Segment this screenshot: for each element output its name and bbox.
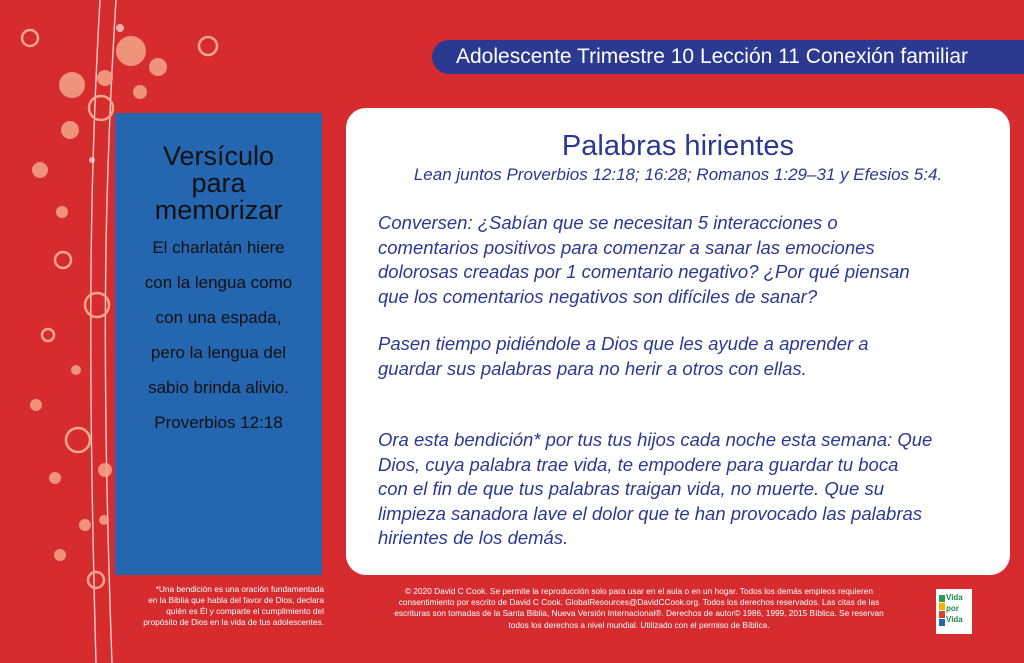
vida-por-vida-logo-icon <box>936 589 972 634</box>
memory-verse-title-line: para <box>191 168 246 198</box>
footnote-line: *Una bendición es una oración fundamentada <box>155 584 324 594</box>
scripture-reading-instruction: Lean juntos Proverbios 12:18; 16:28; Romanos 1:29–31 y Efesios 5:4. <box>413 165 943 184</box>
prayer-time-paragraph <box>378 332 990 381</box>
paragraph-line: con el fin de que tus palabras traigan vida, no muerte. Que su <box>378 478 884 499</box>
memory-verse-panel <box>115 113 322 575</box>
copyright-line: escrituras son tomadas de la Santa Biblia, Nueva Versión Internacional®. Derechos de autor© 1986, 1999, 2015 Bíblica. Se reservan <box>394 608 884 619</box>
paragraph-line: dolorosas creadas por 1 comentario negativo? ¿Por qué piensan <box>378 261 910 282</box>
logo-text <box>946 592 972 625</box>
memory-verse-text <box>115 230 322 440</box>
paragraph-line: limpieza sanadora lave el dolor que te han provocado las palabras <box>378 502 923 524</box>
lesson-header-title: Adolescente Trimestre 10 Lección 11 Conexión familiar <box>456 45 969 68</box>
logo-text-line: Vida <box>946 615 963 624</box>
paragraph-line: Dios, cuya palabra trae vida, te empodere para guardar tu boca <box>378 453 899 475</box>
lesson-header-band <box>432 40 1024 74</box>
paragraph-line: comentarios positivos para comenzar a sanar las emociones <box>378 236 875 258</box>
footnote-line: quién es Él y comparte el cumplimiento del <box>166 606 324 616</box>
memory-verse-line: con una espada, <box>155 308 282 327</box>
logo-text-line: Vida <box>946 593 963 602</box>
copyright-line: consentimiento por escrito de David C Cook. GlobalResources@DavidCCook.org. Todos los derechos reservados. Las citas de las <box>398 597 880 608</box>
paragraph-line: que los comentarios negativos son difíciles de sanar? <box>378 285 818 307</box>
activity-title: Palabras hirientes <box>561 130 795 162</box>
discussion-paragraph <box>378 211 990 309</box>
paragraph-line: hirientes de los demás. <box>378 527 569 548</box>
memory-verse-title-line: memorizar <box>154 195 283 225</box>
copyright-line: todos los derechos a nivel mundial. Utilizado con el permiso de Bíblica. <box>508 619 770 630</box>
paragraph-line: Ora esta bendición* por tus tus hijos cada noche esta semana: Que <box>378 429 933 450</box>
paragraph-line: Conversen: ¿Sabían que se necesitan 5 interacciones o <box>378 212 838 233</box>
blessing-paragraph <box>378 428 990 551</box>
memory-verse-line: pero la lengua del <box>150 343 287 362</box>
memory-verse-title-line: Versículo <box>162 141 275 171</box>
copyright-line: © 2020 David C Cook. Se permite la reproducción solo para usar en el aula o en un hogar. Todos los demás empleos requieren <box>404 586 874 596</box>
activity-card <box>346 108 1010 575</box>
copyright-notice <box>352 586 926 631</box>
memory-verse-title <box>115 143 322 224</box>
paragraph-line: guardar sus palabras para no herir a otros con ellas. <box>378 357 807 379</box>
footnote-line: en la Biblia que habla del favor de Dios, declara <box>148 595 324 605</box>
memory-verse-line: con la lengua como <box>144 273 293 292</box>
logo-text-line: por <box>946 604 959 613</box>
logo-color-bars <box>939 595 945 628</box>
paragraph-line: Pasen tiempo pidiéndole a Dios que les ayude a aprender a <box>378 333 869 354</box>
memory-verse-line: sabio brinda alivio. <box>148 378 289 397</box>
memory-verse-reference: Proverbios 12:18 <box>154 413 283 432</box>
memory-verse-line: El charlatán hiere <box>152 238 285 257</box>
footnote-line: propósito de Dios en la vida de tus adolescentes. <box>143 617 324 627</box>
blessing-footnote <box>110 584 324 628</box>
